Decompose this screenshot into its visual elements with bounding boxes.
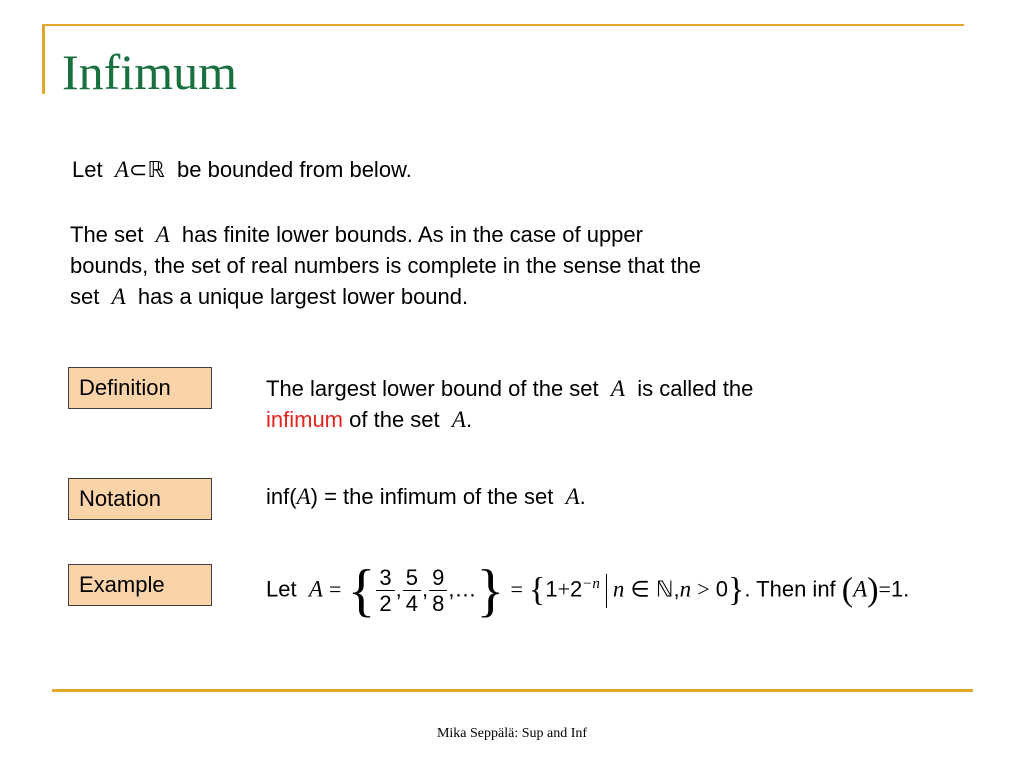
example-var-a: A bbox=[308, 576, 323, 602]
fraction bbox=[376, 565, 394, 616]
set-builder-bar bbox=[606, 574, 607, 608]
equals-sign-2: = bbox=[510, 576, 523, 602]
definition-l1-a: The largest lower bound of the set bbox=[266, 376, 599, 401]
fraction-denominator: 2 bbox=[379, 591, 392, 617]
example-zero: 0 bbox=[715, 576, 729, 602]
set-right-brace: } bbox=[728, 571, 745, 609]
fraction bbox=[429, 565, 447, 616]
comma: , bbox=[395, 576, 402, 602]
paragraph-l3-a: set bbox=[70, 284, 100, 309]
paragraph-l1-b: has finite lower bounds. As in the case of upper bbox=[181, 222, 643, 247]
title-frame-vertical bbox=[42, 24, 45, 94]
paragraph-line-1 bbox=[70, 219, 643, 250]
left-paren: ( bbox=[841, 571, 854, 609]
subset-symbol: ⊂ bbox=[128, 157, 148, 182]
var-n-2: n bbox=[679, 576, 692, 602]
plus-sign: + bbox=[557, 576, 571, 602]
notation-var2: A bbox=[565, 484, 580, 509]
paragraph-line-3 bbox=[70, 281, 468, 312]
example-then: . Then inf bbox=[744, 576, 836, 602]
example-one: 1 bbox=[545, 576, 558, 602]
example-var-b: A bbox=[853, 576, 868, 602]
fraction-denominator: 4 bbox=[405, 591, 419, 617]
intro-var-a: A bbox=[114, 157, 129, 182]
bottom-rule bbox=[52, 689, 973, 692]
naturals-symbol: ℕ bbox=[655, 576, 674, 602]
definition-l2-a: of the set bbox=[349, 407, 440, 432]
title-frame-horizontal bbox=[42, 24, 964, 26]
definition-l2-var: A bbox=[451, 407, 466, 432]
paragraph-l1-a: The set bbox=[70, 222, 144, 247]
comma: , bbox=[673, 576, 680, 602]
fraction-numerator: 3 bbox=[376, 565, 394, 591]
intro-line bbox=[72, 154, 412, 185]
definition-line-2 bbox=[266, 404, 472, 435]
fraction-denominator: 8 bbox=[432, 591, 445, 617]
notation-a: inf( bbox=[266, 484, 297, 509]
notation-box: Notation bbox=[68, 478, 212, 520]
fraction bbox=[403, 565, 421, 616]
intro-let: Let bbox=[72, 157, 103, 182]
paragraph-l3-var: A bbox=[111, 284, 126, 309]
example-result: 1. bbox=[890, 576, 910, 602]
infimum-term: infimum bbox=[266, 407, 344, 432]
var-n: n bbox=[612, 576, 625, 602]
example-box: Example bbox=[68, 564, 212, 606]
definition-box: Definition bbox=[68, 367, 212, 409]
comma: , bbox=[422, 576, 429, 602]
equals-sign-3: = bbox=[878, 576, 891, 602]
greater-than-sign: > bbox=[697, 576, 710, 602]
page-title: Infimum bbox=[62, 44, 237, 100]
footer-text: Mika Seppälä: Sup and Inf bbox=[436, 726, 588, 741]
reals-symbol: ℝ bbox=[147, 157, 165, 182]
element-of-symbol: ∈ bbox=[630, 576, 650, 602]
notation-line bbox=[266, 481, 586, 512]
equals-sign: = bbox=[329, 576, 342, 602]
example-let: Let bbox=[266, 576, 297, 602]
notation-var: A bbox=[296, 484, 311, 509]
paragraph-line-2: bounds, the set of real numbers is complete in the sense that the bbox=[70, 253, 702, 278]
left-brace: { bbox=[347, 557, 376, 623]
set-left-brace: { bbox=[529, 571, 546, 609]
definition-l2-end: . bbox=[465, 407, 473, 432]
fraction-numerator: 5 bbox=[403, 565, 421, 591]
ellipsis: ,… bbox=[448, 576, 477, 602]
definition-l1-b: is called the bbox=[637, 376, 754, 401]
definition-line-1 bbox=[266, 373, 753, 404]
example-formula bbox=[266, 552, 909, 621]
right-brace: } bbox=[476, 557, 505, 623]
intro-rest: be bounded from below. bbox=[177, 157, 412, 182]
paragraph-l3-b: has a unique largest lower bound. bbox=[137, 284, 469, 309]
right-paren: ) bbox=[867, 571, 879, 609]
example-two: 2 bbox=[570, 576, 583, 602]
exponent: −n bbox=[582, 576, 600, 592]
fraction-numerator: 9 bbox=[429, 565, 447, 591]
notation-b: ) = the infimum of the set bbox=[310, 484, 554, 509]
paragraph-l1-var: A bbox=[155, 222, 170, 247]
notation-end: . bbox=[579, 484, 586, 509]
definition-l1-var: A bbox=[610, 376, 625, 401]
